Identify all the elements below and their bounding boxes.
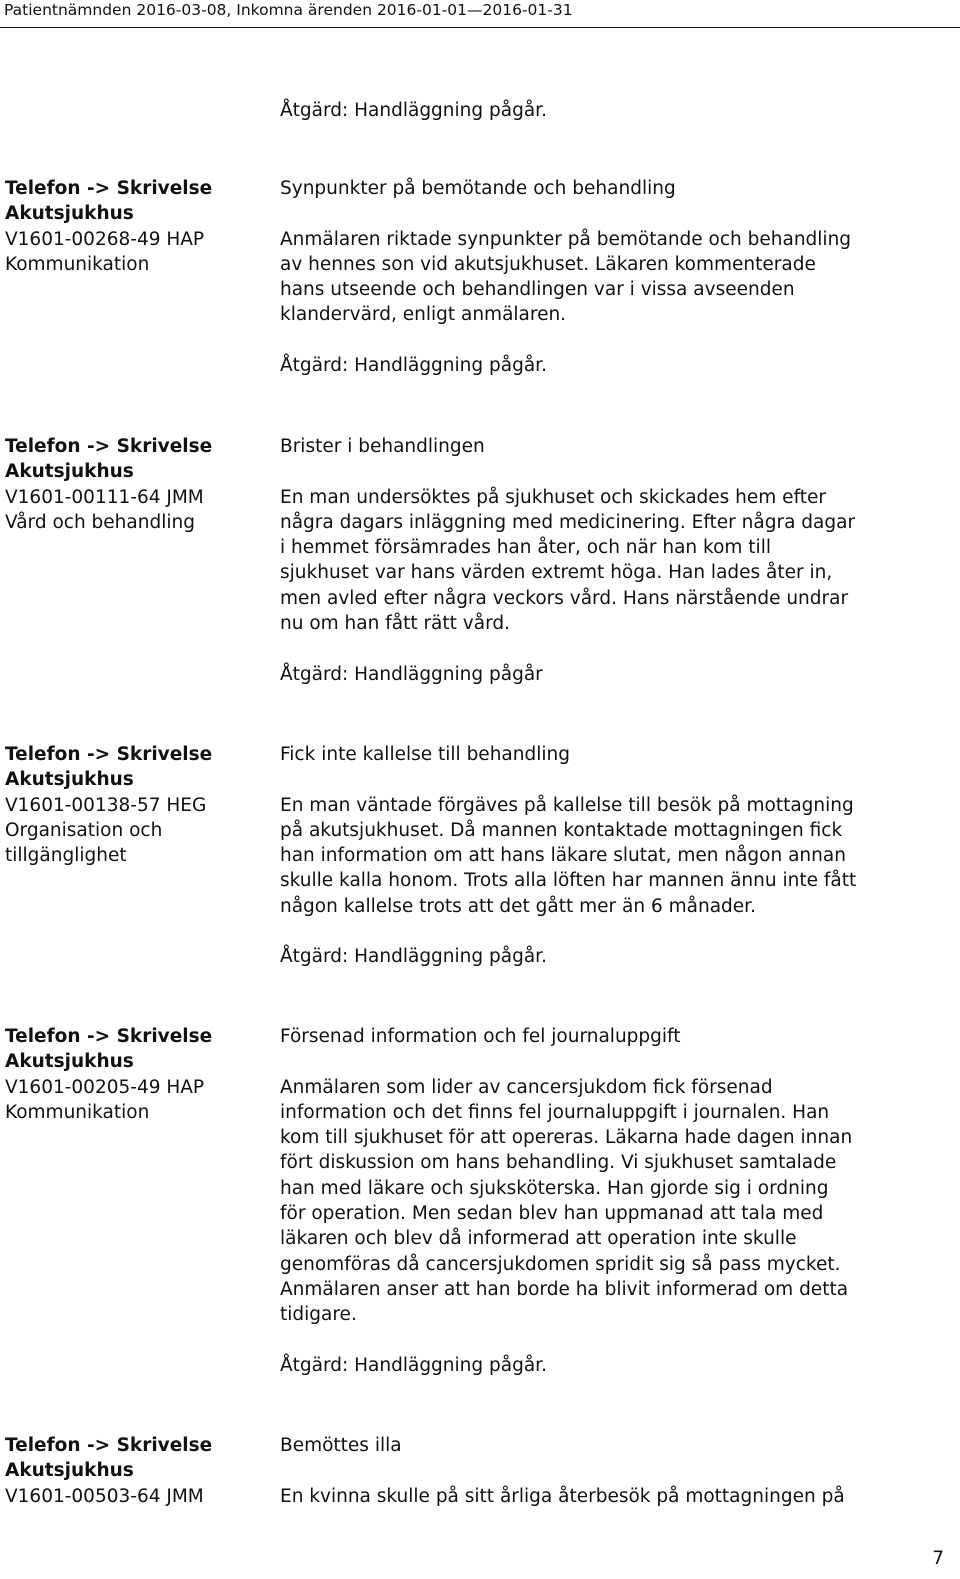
description-line: information och det finns fel journaluppgift i journalen. Han bbox=[280, 1101, 830, 1123]
description-line: klandervärd, enligt anmälaren. bbox=[280, 304, 567, 326]
spacer bbox=[280, 636, 955, 661]
page-number: 7 bbox=[932, 1548, 944, 1569]
case-category: Organisation och bbox=[5, 819, 163, 841]
description-line: kom till sjukhuset för att opereras. Läkarna hade dagen innan bbox=[280, 1127, 853, 1149]
case-category: Kommunikation bbox=[5, 1101, 150, 1123]
case-subject: Fick inte kallelse till behandling bbox=[280, 744, 570, 765]
description-line: Anmälaren som lider av cancersjukdom fick försenad bbox=[280, 1076, 773, 1098]
spacer bbox=[280, 328, 955, 353]
case-id: V1601-00205-49 HAP bbox=[5, 1076, 205, 1098]
case-body bbox=[280, 434, 955, 687]
case-id: V1601-00111-64 JMM bbox=[5, 486, 204, 508]
description-line: läkaren och blev då informerad att operation inte skulle bbox=[280, 1228, 797, 1250]
description-line: fört diskussion om hans behandling. Vi sjukhuset samtalade bbox=[280, 1152, 837, 1174]
case-body bbox=[280, 1024, 955, 1378]
description-line: någon kallelse trots att det gått mer än 6 månader. bbox=[280, 895, 756, 917]
description-line: nu om han fått rätt vård. bbox=[280, 613, 510, 635]
action-status: Åtgärd: Handläggning pågår. bbox=[280, 946, 547, 968]
case-channel: Telefon -> Skrivelse bbox=[5, 744, 213, 765]
case-channel: Telefon -> Skrivelse bbox=[5, 1435, 213, 1456]
description-line: han med läkare och sjuksköterska. Han gjorde sig i ordning bbox=[280, 1177, 829, 1199]
description-line: men avled efter några veckors vård. Hans närstående undrar bbox=[280, 587, 849, 609]
case-meta bbox=[5, 434, 270, 535]
description-line: för operation. Men sedan blev han uppmanad att tala med bbox=[280, 1203, 824, 1225]
action-status: Åtgärd: Handläggning pågår. bbox=[280, 1354, 547, 1376]
description-line: En man undersöktes på sjukhuset och skickades hem efter bbox=[280, 486, 826, 508]
description-line: i hemmet försämrades han åter, och när han kom till bbox=[280, 537, 771, 559]
action-status: Åtgärd: Handläggning pågår. bbox=[280, 355, 547, 377]
case-body bbox=[280, 742, 955, 970]
description-line: Anmälaren anser att han borde ha blivit informerad om detta bbox=[280, 1278, 849, 1300]
spacer bbox=[280, 767, 955, 792]
case-unit: Akutsjukhus bbox=[5, 203, 134, 225]
description-line: Anmälaren riktade synpunkter på bemötande och behandling bbox=[280, 228, 852, 250]
spacer bbox=[280, 1328, 955, 1353]
page-header: Patientnämnden 2016-03-08, Inkomna ärenden 2016-01-01—2016-01-31 bbox=[4, 1, 573, 19]
case-channel: Telefon -> Skrivelse bbox=[5, 1026, 213, 1047]
spacer bbox=[280, 459, 955, 484]
spacer bbox=[280, 1458, 955, 1483]
case-meta bbox=[5, 1024, 270, 1125]
case-subject: Synpunkter på bemötande och behandling bbox=[280, 178, 676, 199]
case-unit: Akutsjukhus bbox=[5, 1460, 134, 1482]
description-line: på akutsjukhuset. Då mannen kontaktade mottagningen fick bbox=[280, 819, 843, 841]
description-line: En kvinna skulle på sitt årliga återbesök på mottagningen på bbox=[280, 1485, 845, 1507]
case-category: tillgänglighet bbox=[5, 845, 127, 867]
case-subject: Försenad information och fel journaluppgift bbox=[280, 1026, 681, 1047]
spacer bbox=[280, 1049, 955, 1074]
case-unit: Akutsjukhus bbox=[5, 1051, 134, 1073]
case-category: Kommunikation bbox=[5, 253, 150, 275]
case-channel: Telefon -> Skrivelse bbox=[5, 178, 213, 199]
case-meta bbox=[5, 176, 270, 277]
description-line: han information om att hans läkare slutat, men någon annan bbox=[280, 845, 846, 867]
case-category: Vård och behandling bbox=[5, 511, 195, 533]
action-status: Åtgärd: Handläggning pågår. bbox=[280, 100, 547, 121]
case-id: V1601-00268-49 HAP bbox=[5, 228, 205, 250]
description-line: skulle kalla honom. Trots alla löften har mannen ännu inte fått bbox=[280, 870, 857, 892]
description-line: sjukhuset var hans värden extremt höga. Han lades åter in, bbox=[280, 562, 833, 584]
case-unit: Akutsjukhus bbox=[5, 461, 134, 483]
case-channel: Telefon -> Skrivelse bbox=[5, 436, 213, 457]
action-status: Åtgärd: Handläggning pågår bbox=[280, 663, 543, 685]
header-divider bbox=[0, 27, 960, 28]
case-body bbox=[280, 1433, 955, 1509]
case-meta bbox=[5, 742, 270, 868]
case-id: V1601-00503-64 JMM bbox=[5, 1485, 204, 1507]
description-line: hans utseende och behandlingen var i vissa avseenden bbox=[280, 279, 795, 301]
spacer bbox=[280, 201, 955, 226]
description-line: några dagars inläggning med medicinering. Efter några dagar bbox=[280, 511, 856, 533]
description-line: genomföras då cancersjukdomen spridit sig så pass mycket. bbox=[280, 1253, 841, 1275]
description-line: En man väntade förgäves på kallelse till besök på mottagning bbox=[280, 794, 854, 816]
case-body bbox=[280, 176, 955, 378]
case-unit: Akutsjukhus bbox=[5, 769, 134, 791]
description-line: av hennes son vid akutsjukhuset. Läkaren kommenterade bbox=[280, 253, 816, 275]
spacer bbox=[280, 919, 955, 944]
case-subject: Bemöttes illa bbox=[280, 1435, 402, 1456]
description-line: tidigare. bbox=[280, 1304, 357, 1326]
case-subject: Brister i behandlingen bbox=[280, 436, 485, 457]
case-meta bbox=[5, 1433, 270, 1509]
case-id: V1601-00138-57 HEG bbox=[5, 794, 207, 816]
